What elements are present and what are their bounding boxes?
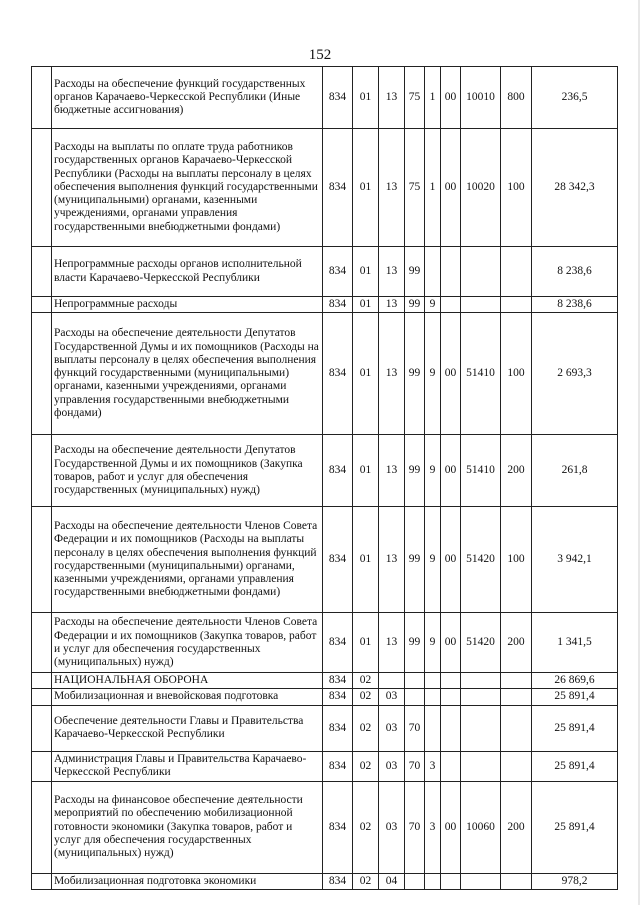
table-row xyxy=(32,705,618,751)
code-cell-p1 xyxy=(405,689,425,705)
amount-cell: 25 891,4 xyxy=(532,689,618,705)
expense-name-cell: Расходы на обеспечение деятельности Членов Совета Федерации и их помощников (Расходы на выплаты персоналу в целях обеспечения выполнения функций государственными (муниципальными) органами, казенными учреждениями, органами управления государственными внебюджетными фондами) xyxy=(52,507,323,613)
code-cell-rz: 01 xyxy=(353,313,379,435)
code-cell-p3: 00 xyxy=(441,507,461,613)
code-cell-p4: 10020 xyxy=(461,129,501,247)
margin-cell xyxy=(32,435,52,507)
code-cell-p1: 99 xyxy=(405,507,425,613)
expense-name-cell: Расходы на обеспечение деятельности Депутатов Государственной Думы и их помощников (Расходы на выплаты персоналу в целях обеспечения выполнения функций государственными (муниципальными) органами, казенными учреждениями, органами управления государственными внебюджетными фондами) xyxy=(52,313,323,435)
code-cell-p1: 99 xyxy=(405,435,425,507)
code-cell-p2: 3 xyxy=(425,751,441,781)
margin-cell xyxy=(32,781,52,873)
code-cell-ved: 834 xyxy=(323,297,353,313)
code-cell-p1: 70 xyxy=(405,751,425,781)
code-cell-p2 xyxy=(425,873,441,889)
code-cell-rz: 02 xyxy=(353,689,379,705)
table-row xyxy=(32,613,618,673)
margin-cell xyxy=(32,67,52,129)
code-cell-p2 xyxy=(425,247,441,297)
code-cell-rz: 01 xyxy=(353,247,379,297)
expense-name-cell: Расходы на обеспечение функций государственных органов Карачаево-Черкесской Республики (Иные бюджетные ассигнования) xyxy=(52,67,323,129)
code-cell-rz: 02 xyxy=(353,705,379,751)
table-row xyxy=(32,297,618,313)
code-cell-p3: 00 xyxy=(441,613,461,673)
code-cell-pr: 13 xyxy=(379,613,405,673)
code-cell-p3: 00 xyxy=(441,781,461,873)
code-cell-vr: 200 xyxy=(501,781,532,873)
page-number: 152 xyxy=(308,47,332,63)
code-cell-p4 xyxy=(461,751,501,781)
code-cell-p4 xyxy=(461,247,501,297)
code-cell-vr: 100 xyxy=(501,129,532,247)
code-cell-pr: 03 xyxy=(379,705,405,751)
code-cell-p2: 3 xyxy=(425,781,441,873)
code-cell-p3 xyxy=(441,689,461,705)
code-cell-ved: 834 xyxy=(323,313,353,435)
code-cell-vr: 800 xyxy=(501,67,532,129)
code-cell-vr: 200 xyxy=(501,613,532,673)
code-cell-p3 xyxy=(441,247,461,297)
table-row xyxy=(32,313,618,435)
code-cell-rz: 01 xyxy=(353,297,379,313)
code-cell-pr: 13 xyxy=(379,67,405,129)
code-cell-pr xyxy=(379,673,405,689)
expense-name-cell: Обеспечение деятельности Главы и Правительства Карачаево-Черкесской Республики xyxy=(52,705,323,751)
expense-name-cell: Мобилизационная и вневойсковая подготовка xyxy=(52,689,323,705)
code-cell-ved: 834 xyxy=(323,705,353,751)
code-cell-p2: 9 xyxy=(425,435,441,507)
code-cell-pr: 13 xyxy=(379,247,405,297)
code-cell-p3 xyxy=(441,673,461,689)
code-cell-rz: 02 xyxy=(353,781,379,873)
expense-name-cell: Расходы на выплаты по оплате труда работников государственных органов Карачаево-Черкесской Республики (Расходы на выплаты персоналу в целях обеспечения выполнения функций государственными (муниципальными) органами, казенными учреждениями, органами управления государственными внебюджетными фондами) xyxy=(52,129,323,247)
code-cell-pr: 13 xyxy=(379,435,405,507)
code-cell-pr: 03 xyxy=(379,751,405,781)
expense-name-cell: Непрограммные расходы xyxy=(52,297,323,313)
code-cell-ved: 834 xyxy=(323,689,353,705)
amount-cell: 2 693,3 xyxy=(532,313,618,435)
amount-cell: 236,5 xyxy=(532,67,618,129)
code-cell-vr xyxy=(501,297,532,313)
code-cell-rz: 01 xyxy=(353,613,379,673)
table-row xyxy=(32,689,618,705)
code-cell-p3 xyxy=(441,751,461,781)
table-row xyxy=(32,129,618,247)
code-cell-ved: 834 xyxy=(323,507,353,613)
code-cell-p2: 1 xyxy=(425,67,441,129)
margin-cell xyxy=(32,129,52,247)
code-cell-p1: 99 xyxy=(405,247,425,297)
code-cell-p2: 1 xyxy=(425,129,441,247)
code-cell-p1: 70 xyxy=(405,781,425,873)
expense-name-cell: Расходы на финансовое обеспечение деятельности мероприятий по обеспечению мобилизационной готовности экономики (Закупка товаров, работ и услуг для обеспечения государственных (муниципальных) нужд) xyxy=(52,781,323,873)
amount-cell: 1 341,5 xyxy=(532,613,618,673)
code-cell-p4 xyxy=(461,689,501,705)
code-cell-vr xyxy=(501,673,532,689)
table-row xyxy=(32,67,618,129)
code-cell-p4: 10010 xyxy=(461,67,501,129)
code-cell-rz: 01 xyxy=(353,435,379,507)
expense-name-cell: Расходы на обеспечение деятельности Членов Совета Федерации и их помощников (Закупка товаров, работ и услуг для обеспечения государственных (муниципальных) нужд) xyxy=(52,613,323,673)
table-row xyxy=(32,873,618,889)
table-row xyxy=(32,247,618,297)
code-cell-p3 xyxy=(441,705,461,751)
expense-name-cell: Администрация Главы и Правительства Карачаево-Черкесской Республики xyxy=(52,751,323,781)
code-cell-p1: 99 xyxy=(405,313,425,435)
amount-cell: 26 869,6 xyxy=(532,673,618,689)
code-cell-vr xyxy=(501,873,532,889)
margin-cell xyxy=(32,751,52,781)
code-cell-ved: 834 xyxy=(323,247,353,297)
margin-cell xyxy=(32,873,52,889)
code-cell-p4: 51420 xyxy=(461,507,501,613)
amount-cell: 261,8 xyxy=(532,435,618,507)
margin-cell xyxy=(32,297,52,313)
code-cell-vr xyxy=(501,751,532,781)
code-cell-p3: 00 xyxy=(441,129,461,247)
code-cell-p4 xyxy=(461,297,501,313)
code-cell-p4: 51410 xyxy=(461,435,501,507)
table-row xyxy=(32,751,618,781)
code-cell-p2: 9 xyxy=(425,507,441,613)
margin-cell xyxy=(32,705,52,751)
code-cell-vr: 100 xyxy=(501,507,532,613)
code-cell-pr: 04 xyxy=(379,873,405,889)
budget-table xyxy=(31,66,618,890)
code-cell-p3 xyxy=(441,297,461,313)
code-cell-vr xyxy=(501,705,532,751)
code-cell-ved: 834 xyxy=(323,129,353,247)
code-cell-vr xyxy=(501,247,532,297)
code-cell-p4 xyxy=(461,873,501,889)
code-cell-rz: 02 xyxy=(353,751,379,781)
code-cell-rz: 01 xyxy=(353,129,379,247)
code-cell-p2 xyxy=(425,689,441,705)
code-cell-p2 xyxy=(425,705,441,751)
code-cell-ved: 834 xyxy=(323,67,353,129)
code-cell-rz: 01 xyxy=(353,507,379,613)
code-cell-p3: 00 xyxy=(441,313,461,435)
amount-cell: 28 342,3 xyxy=(532,129,618,247)
margin-cell xyxy=(32,247,52,297)
amount-cell: 978,2 xyxy=(532,873,618,889)
amount-cell: 25 891,4 xyxy=(532,781,618,873)
code-cell-vr: 100 xyxy=(501,313,532,435)
margin-cell xyxy=(32,613,52,673)
code-cell-pr: 13 xyxy=(379,129,405,247)
amount-cell: 8 238,6 xyxy=(532,247,618,297)
code-cell-p1: 99 xyxy=(405,613,425,673)
code-cell-p2: 9 xyxy=(425,613,441,673)
code-cell-p1: 99 xyxy=(405,297,425,313)
code-cell-ved: 834 xyxy=(323,613,353,673)
code-cell-p1: 75 xyxy=(405,67,425,129)
code-cell-p2: 9 xyxy=(425,313,441,435)
code-cell-pr: 03 xyxy=(379,689,405,705)
code-cell-p4: 51410 xyxy=(461,313,501,435)
code-cell-vr xyxy=(501,689,532,705)
code-cell-p3 xyxy=(441,873,461,889)
code-cell-p3: 00 xyxy=(441,435,461,507)
expense-name-cell: Мобилизационная подготовка экономики xyxy=(52,873,323,889)
code-cell-p2: 9 xyxy=(425,297,441,313)
code-cell-ved: 834 xyxy=(323,751,353,781)
code-cell-ved: 834 xyxy=(323,435,353,507)
expense-name-cell: Непрограммные расходы органов исполнительной власти Карачаево-Черкесской Республики xyxy=(52,247,323,297)
code-cell-pr: 13 xyxy=(379,297,405,313)
code-cell-ved: 834 xyxy=(323,781,353,873)
code-cell-ved: 834 xyxy=(323,873,353,889)
table-row xyxy=(32,673,618,689)
code-cell-pr: 13 xyxy=(379,313,405,435)
code-cell-ved: 834 xyxy=(323,673,353,689)
expense-name-cell: НАЦИОНАЛЬНАЯ ОБОРОНА xyxy=(52,673,323,689)
margin-cell xyxy=(32,507,52,613)
code-cell-p1 xyxy=(405,673,425,689)
code-cell-p4 xyxy=(461,673,501,689)
margin-cell xyxy=(32,689,52,705)
code-cell-p1: 75 xyxy=(405,129,425,247)
code-cell-p4 xyxy=(461,705,501,751)
code-cell-p4: 10060 xyxy=(461,781,501,873)
table-row xyxy=(32,435,618,507)
code-cell-rz: 01 xyxy=(353,67,379,129)
margin-cell xyxy=(32,673,52,689)
code-cell-p1: 70 xyxy=(405,705,425,751)
amount-cell: 8 238,6 xyxy=(532,297,618,313)
code-cell-rz: 02 xyxy=(353,873,379,889)
code-cell-p4: 51420 xyxy=(461,613,501,673)
table-row xyxy=(32,507,618,613)
table-row xyxy=(32,781,618,873)
amount-cell: 25 891,4 xyxy=(532,751,618,781)
amount-cell: 25 891,4 xyxy=(532,705,618,751)
margin-cell xyxy=(32,313,52,435)
code-cell-p2 xyxy=(425,673,441,689)
code-cell-p1 xyxy=(405,873,425,889)
amount-cell: 3 942,1 xyxy=(532,507,618,613)
expense-name-cell: Расходы на обеспечение деятельности Депутатов Государственной Думы и их помощников (Закупка товаров, работ и услуг для обеспечения государственных (муниципальных) нужд) xyxy=(52,435,323,507)
code-cell-vr: 200 xyxy=(501,435,532,507)
code-cell-rz: 02 xyxy=(353,673,379,689)
budget-table-body xyxy=(32,67,618,890)
code-cell-pr: 03 xyxy=(379,781,405,873)
code-cell-pr: 13 xyxy=(379,507,405,613)
code-cell-p3: 00 xyxy=(441,67,461,129)
